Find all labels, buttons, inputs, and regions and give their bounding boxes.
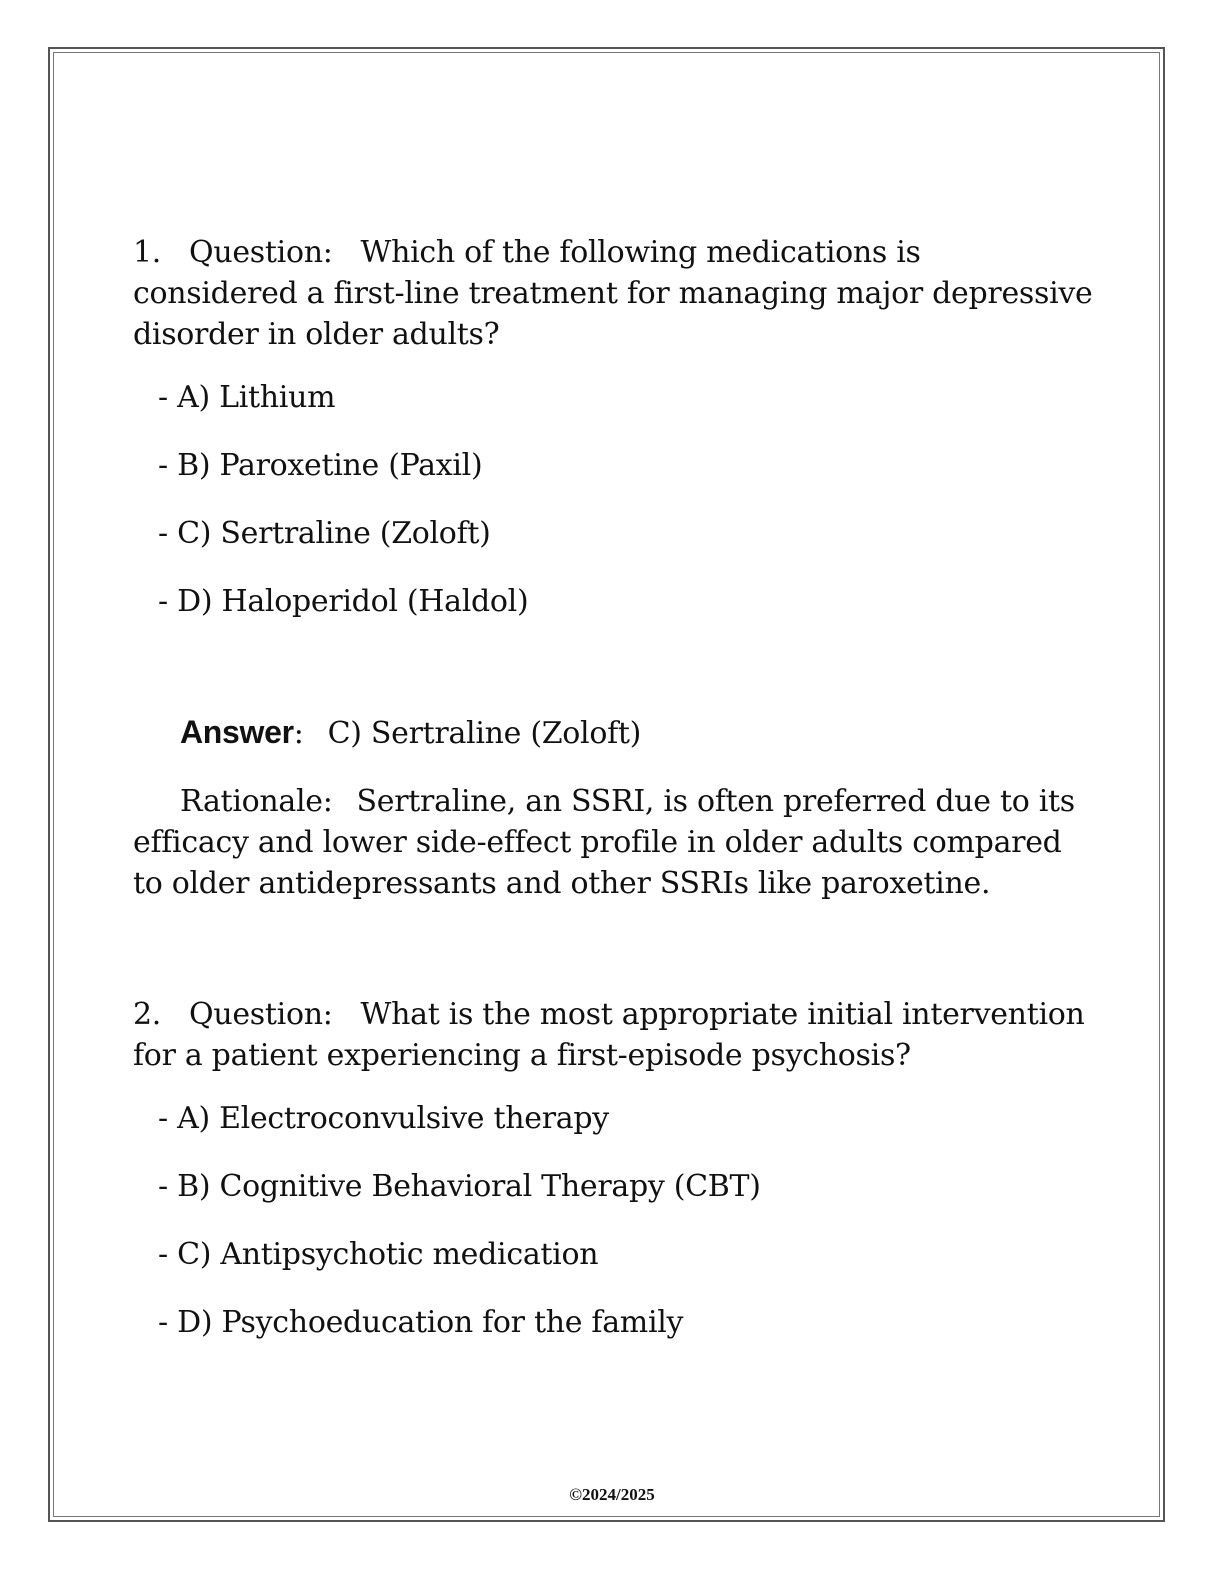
question-1-rationale [133,781,1093,904]
question-1-option-a: - A) Lithium [158,380,336,415]
question-1-text [133,232,1093,355]
question-2-option-a: - A) Electroconvulsive therapy [158,1101,609,1136]
question-2 [133,994,1093,1343]
question-2-label: Question: [189,997,333,1032]
question-1-stem: Which of the following medications is considered a first-line treatment for managing major depressive disorder in older adults? [133,235,1093,352]
question-2-option-d: - D) Psychoeducation for the family [158,1305,684,1340]
document-body [133,232,1093,1370]
rationale-label: Rationale: [180,784,333,819]
question-2-option-b: - B) Cognitive Behavioral Therapy (CBT) [158,1169,761,1204]
question-1-number: 1. [133,235,162,270]
question-1 [133,232,1093,904]
rationale-text: Sertraline, an SSRI, is often preferred due to its efficacy and lower side-effect profile in older adults compared to older antidepressants and other SSRIs like paroxetine. [133,784,1075,901]
answer-colon: : [293,716,304,751]
question-1-label: Question: [189,235,333,270]
question-2-option-c: - C) Antipsychotic medication [158,1237,599,1272]
copyright-footer: ©2024/2025 [569,1485,655,1504]
question-2-number: 2. [133,997,162,1032]
question-2-options [133,1098,1093,1343]
question-1-option-d: - D) Haloperidol (Haldol) [158,584,529,619]
question-2-text [133,994,1093,1076]
question-1-answer [133,712,1093,754]
question-1-option-b: - B) Paroxetine (Paxil) [158,448,483,483]
question-2-stem: What is the most appropriate initial intervention for a patient experiencing a first-episode psychosis? [133,997,1085,1073]
question-1-option-c: - C) Sertraline (Zoloft) [158,516,491,551]
answer-label: Answer [180,714,294,750]
answer-text: C) Sertraline (Zoloft) [327,716,642,751]
question-1-options [133,377,1093,622]
